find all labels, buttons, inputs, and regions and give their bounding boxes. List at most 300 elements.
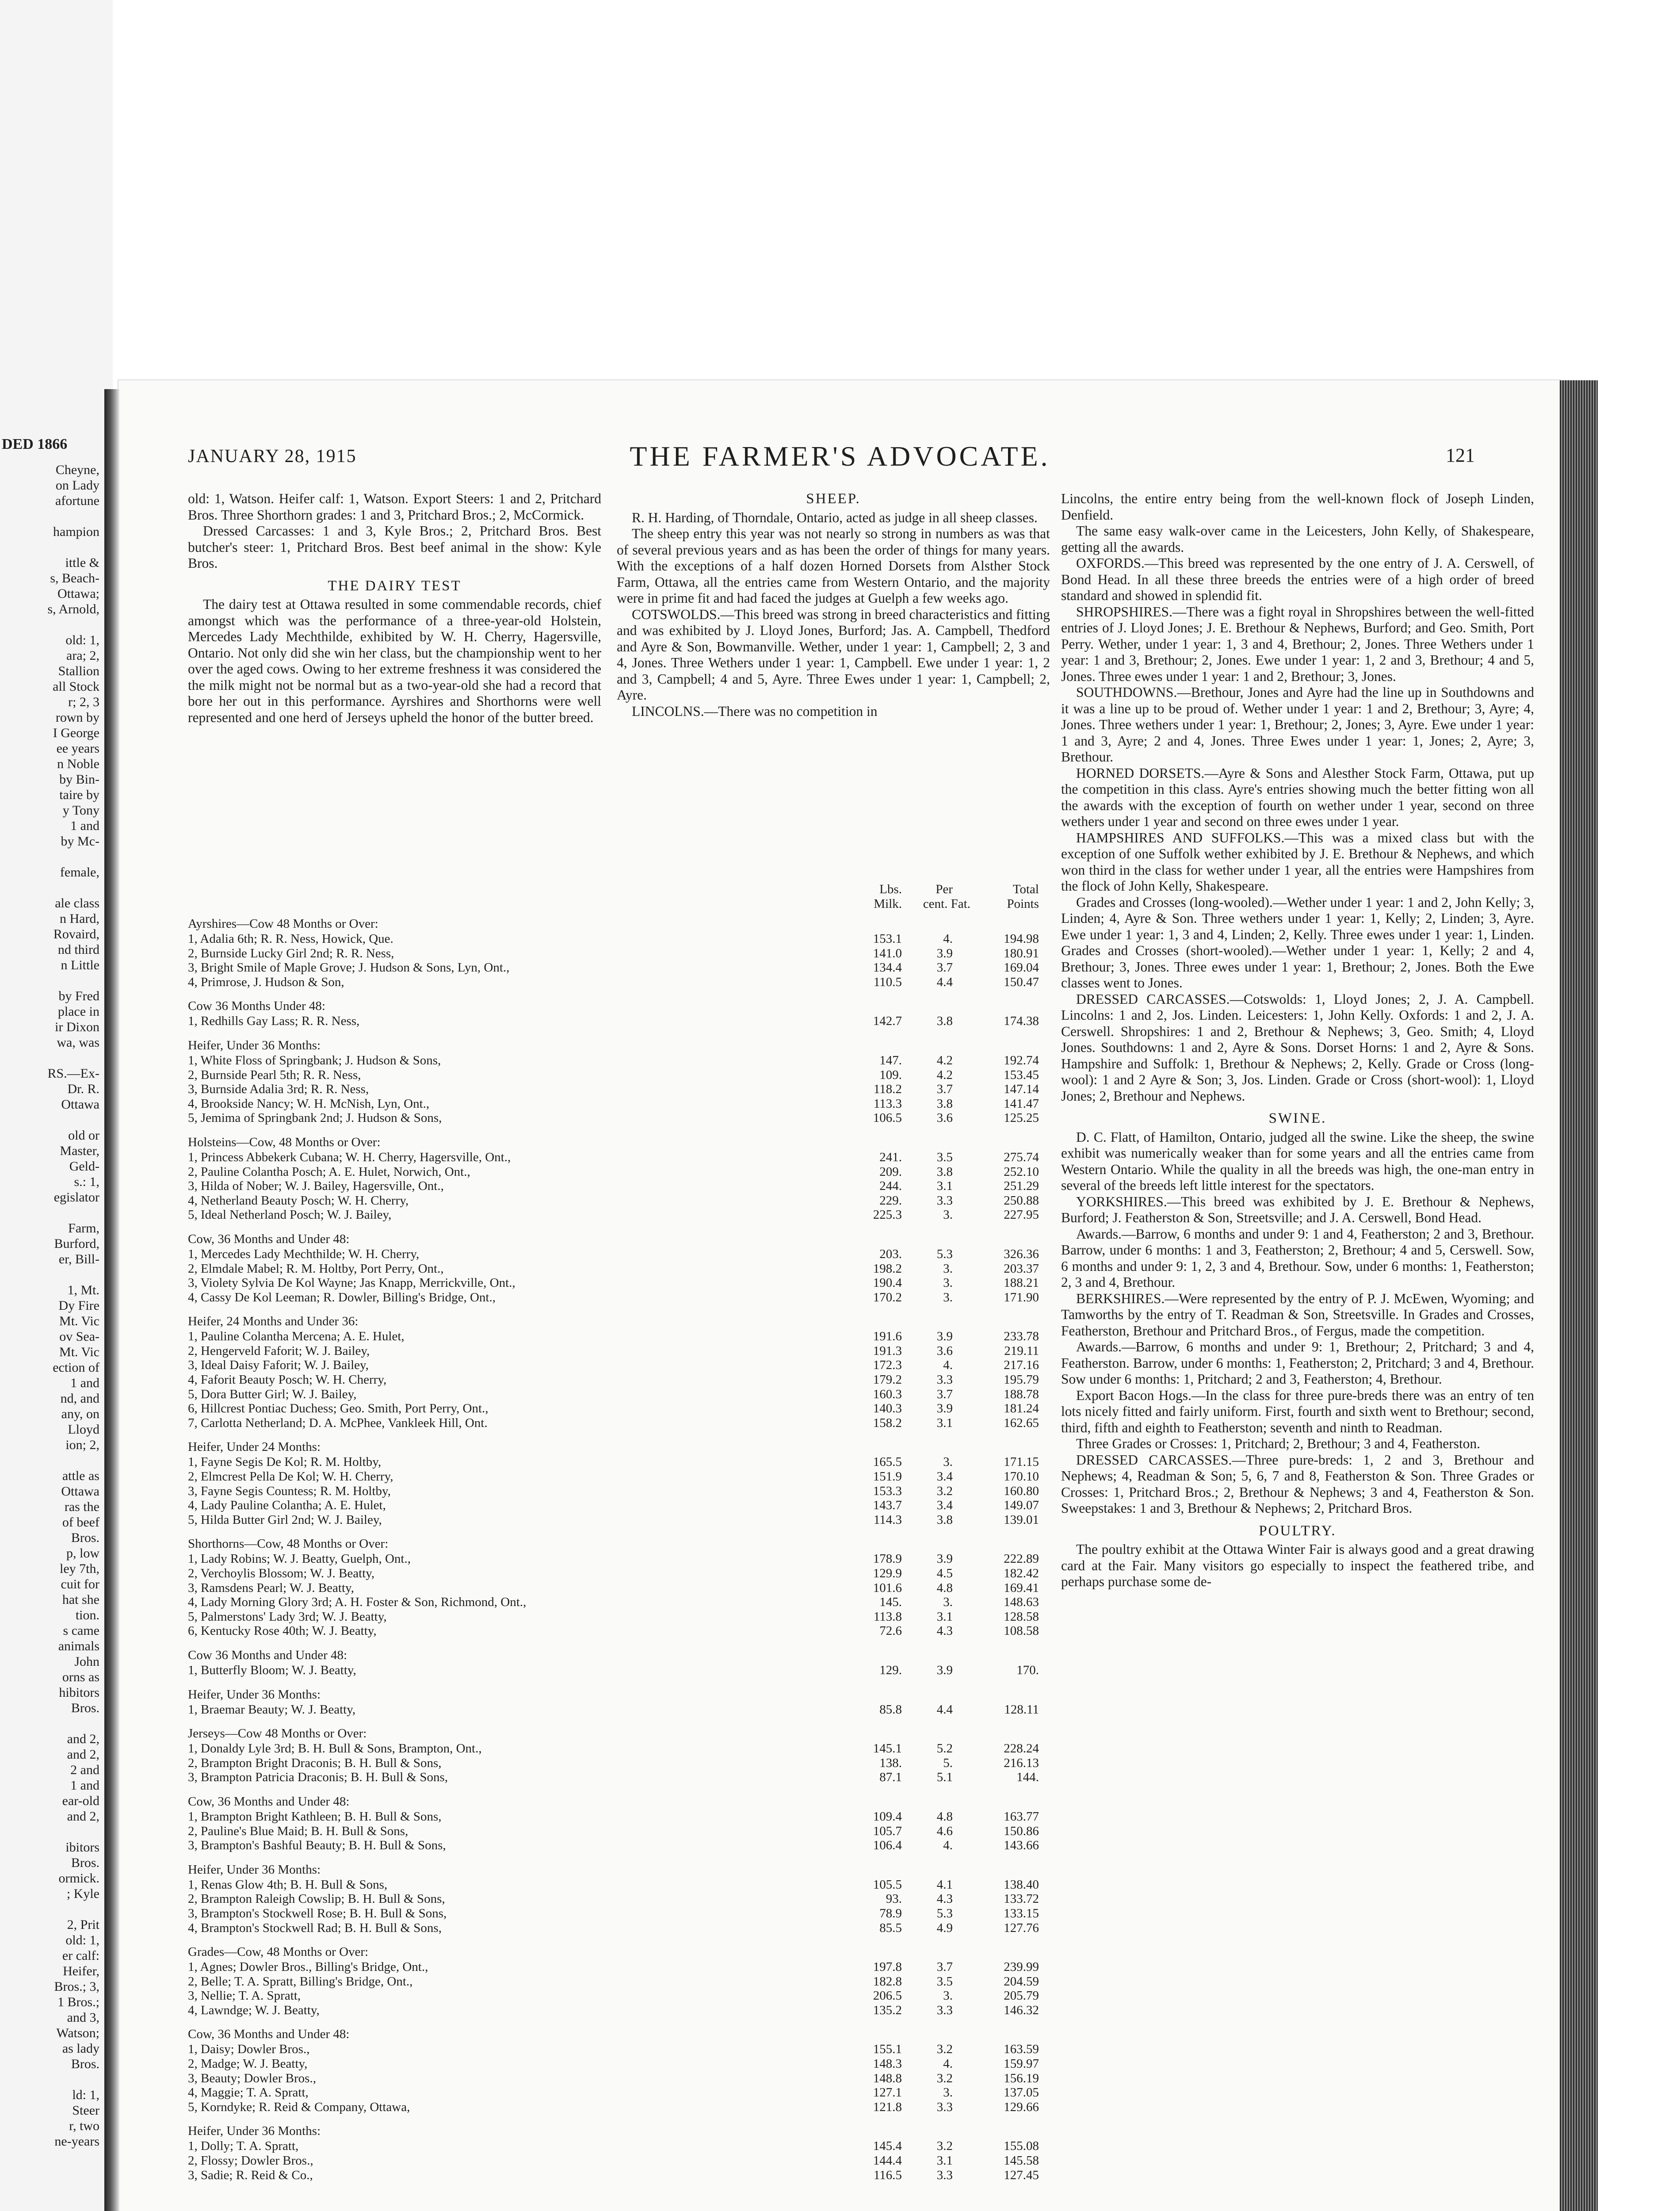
- table-group-title: Cow, 36 Months and Under 48:: [188, 1232, 350, 1246]
- milk-lbs: 129.9: [873, 1566, 902, 1580]
- fat-percent: 3.: [943, 1290, 953, 1304]
- fat-percent: 3.: [943, 2085, 953, 2100]
- milk-lbs: 118.2: [873, 1082, 902, 1097]
- fat-percent: 4.6: [936, 1824, 953, 1838]
- table-row: [188, 1756, 1052, 1771]
- total-points: 275.74: [1004, 1150, 1039, 1164]
- paragraph: Awards.—Barrow, 6 months and under 9: 1 and 4, Featherston; 2 and 3, Brethour. Barrow, under 6 months: 1 and 3, Featherston; 2, Brethour; 4 and 5, Cerswell. Sow, 6 months and under 9: 1, 2, 3 and 4, Brethour. Sow, under 6 months: 1, Featherston; 2, 3 and 4, Brethour.: [1061, 1226, 1534, 1290]
- paragraph: HORNED DORSETS.—Ayre & Sons and Alesther Stock Farm, Ottawa, put up the competition in this class. Ayre's entries showing much the better fitting won all the awards with the exception of fourth on wether under 1 year, second on three wethers under 1 year and second on three ewes under 1 year.: [1061, 765, 1534, 829]
- fat-percent: 3.6: [936, 1343, 953, 1358]
- total-points: 170.10: [1004, 1469, 1039, 1484]
- table-row: [188, 1989, 1052, 2003]
- prev-page-line: ne-years: [54, 2134, 99, 2149]
- total-points: 170.: [1016, 1663, 1039, 1677]
- total-points: 108.58: [1004, 1624, 1039, 1638]
- table-group: [188, 1314, 1052, 1430]
- entry-name: 1, Mercedes Lady Mechthilde; W. H. Cherry,: [188, 1247, 420, 1261]
- fat-percent: 3.5: [936, 1150, 953, 1164]
- fat-percent: 3.9: [936, 1401, 953, 1416]
- prev-page-line: ara; 2,: [66, 648, 99, 663]
- table-group: [188, 1135, 1052, 1222]
- entry-name: 1, Butterfly Bloom; W. J. Beatty,: [188, 1663, 356, 1677]
- prev-page-line: Burford,: [54, 1236, 99, 1251]
- table-group: [188, 1863, 1052, 1935]
- fat-percent: 3.3: [936, 2100, 953, 2114]
- fat-percent: 4.: [943, 2057, 953, 2071]
- prev-page-line: rown by: [55, 710, 99, 725]
- entry-name: 1, Princess Abbekerk Cubana; W. H. Cherry, Hagersville, Ont.,: [188, 1150, 511, 1164]
- table-row: [188, 1165, 1052, 1179]
- prev-page-line: [0, 1050, 99, 1066]
- table-row: [188, 1276, 1052, 1290]
- total-points: 147.14: [1004, 1082, 1039, 1097]
- paragraph: Export Bacon Hogs.—In the class for three pure-breds there was an entry of ten lots nicely fitted and fairly uniform. First, fourth and sixth went to Brethour; second, third, fifth and eighth to Featherston; seventh and ninth to Readman.: [1061, 1387, 1534, 1435]
- entry-name: 6, Hillcrest Pontiac Duchess; Geo. Smith, Port Perry, Ont.,: [188, 1401, 489, 1416]
- entry-name: 1, Redhills Gay Lass; R. R. Ness,: [188, 1014, 360, 1029]
- entry-name: 2, Burnside Lucky Girl 2nd; R. R. Ness,: [188, 946, 394, 960]
- table-group-title: Cow, 36 Months and Under 48:: [188, 1794, 350, 1809]
- total-points: 192.74: [1004, 1053, 1039, 1067]
- fat-percent: 3.4: [936, 1469, 953, 1484]
- paragraph: LINCOLNS.—There was no competition in: [632, 703, 878, 719]
- milk-lbs: 85.8: [879, 1702, 902, 1717]
- prev-page-line: Lloyd: [68, 1422, 99, 1437]
- prev-page-line: s came: [63, 1623, 99, 1638]
- paragraph: DRESSED CARCASSES.—Three pure-breds: 1, 2 and 3, Brethour and Nephews; 4, Readman & Son; 5, 6, 7 and 8, Featherston & Son. Three Grades or Crosses: 1, Pritchard Bros.; 2, Brethour & Nephews; 3 and 4, Featherston & Son. Sweepstakes: 1 and 3, Brethour & Nephews; 2, Pritchard Bros.: [1061, 1452, 1534, 1516]
- entry-name: 3, Bright Smile of Maple Grove; J. Hudson & Sons, Lyn, Ont.,: [188, 960, 510, 975]
- entry-name: 2, Hengerveld Faforit; W. J. Bailey,: [188, 1343, 370, 1358]
- table-row: [188, 1416, 1052, 1431]
- entry-name: 3, Brampton Patricia Draconis; B. H. Bull & Sons,: [188, 1770, 448, 1785]
- milk-lbs: 101.6: [873, 1580, 902, 1595]
- milk-lbs: 197.8: [873, 1960, 902, 1974]
- entry-name: 2, Belle; T. A. Spratt, Billing's Bridge, Ont.,: [188, 1974, 413, 1989]
- page-number: 121: [1446, 444, 1475, 466]
- entry-name: 1, Brampton Bright Kathleen; B. H. Bull & Sons,: [188, 1809, 442, 1824]
- prev-page-line: Dr. R.: [67, 1082, 99, 1096]
- prev-page-line: Bros.; 3,: [54, 1979, 99, 1994]
- entry-name: 1, Lady Robins; W. J. Beatty, Guelph, Ont.,: [188, 1552, 411, 1566]
- prev-page-line: [0, 973, 99, 988]
- table-row: [188, 2168, 1052, 2183]
- col-header-lbs: Lbs.: [879, 882, 902, 896]
- table-row: [188, 1513, 1052, 1527]
- column-1: [188, 491, 601, 726]
- prev-page-line: Geld-: [69, 1159, 99, 1174]
- entry-name: 3, Nellie; T. A. Spratt,: [188, 1989, 301, 2003]
- fat-percent: 3.: [943, 1208, 953, 1222]
- prev-page-line: n Hard,: [60, 911, 99, 926]
- fat-percent: 3.2: [936, 1484, 953, 1498]
- total-points: 169.04: [1004, 960, 1039, 975]
- paragraph: Lincolns, the entire entry being from the well-known flock of Joseph Linden, Denfield.: [1061, 491, 1534, 523]
- fat-percent: 5.3: [936, 1906, 953, 1920]
- table-group-title: Heifer, Under 36 Months:: [188, 1862, 321, 1877]
- fat-percent: 3.: [943, 1455, 953, 1469]
- table-row: [188, 1014, 1052, 1029]
- table-row: [188, 1741, 1052, 1756]
- total-points: 163.59: [1004, 2042, 1039, 2057]
- table-group-title: Heifer, Under 36 Months:: [188, 2124, 321, 2138]
- prev-page-line: wa, was: [57, 1035, 99, 1050]
- entry-name: 4, Lady Morning Glory 3rd; A. H. Foster & Son, Richmond, Ont.,: [188, 1595, 527, 1610]
- milk-lbs: 129.: [879, 1663, 902, 1677]
- fat-percent: 3.9: [936, 946, 953, 960]
- table-row: [188, 2085, 1052, 2100]
- table-group-title: Ayrshires—Cow 48 Months or Over:: [188, 917, 378, 931]
- table-row: [188, 1358, 1052, 1373]
- prev-page-line: nd third: [57, 942, 99, 957]
- entry-name: 5, Dora Butter Girl; W. J. Bailey,: [188, 1387, 357, 1401]
- fat-percent: 3.1: [936, 1609, 953, 1624]
- prev-page-line: Cheyne,: [55, 463, 99, 477]
- table-row: [188, 2003, 1052, 2018]
- total-points: 222.89: [1004, 1552, 1039, 1566]
- prev-page-line: John: [74, 1654, 99, 1669]
- total-points: 156.19: [1004, 2071, 1039, 2085]
- prev-page-line: Bros.: [71, 1701, 99, 1715]
- prev-page-line: [0, 1453, 99, 1468]
- prev-page-line: Ottawa;: [57, 586, 99, 601]
- entry-name: 5, Jemima of Springbank 2nd; J. Hudson & Sons,: [188, 1111, 442, 1125]
- book-gutter: [104, 389, 119, 2211]
- milk-lbs: 134.4: [873, 960, 902, 975]
- prev-page-line: cuit for: [61, 1577, 99, 1591]
- prev-page-line: [0, 1716, 99, 1731]
- total-points: 250.88: [1004, 1193, 1039, 1208]
- prev-page-line: and 2,: [67, 1747, 99, 1762]
- paragraph: YORKSHIRES.—This breed was exhibited by J. E. Brethour & Nephews, Burford; J. Featherston & Son, Streetsville; and J. A. Cerswell, Bond Head.: [1061, 1193, 1534, 1225]
- fat-percent: 3.: [943, 1989, 953, 2003]
- table-row: [188, 1111, 1052, 1125]
- prev-page-line: RS.—Ex-: [47, 1066, 99, 1081]
- prev-page-line: 1 and: [70, 1778, 99, 1793]
- total-points: 149.07: [1004, 1498, 1039, 1513]
- fat-percent: 3.8: [936, 1096, 953, 1111]
- total-points: 174.38: [1004, 1014, 1039, 1029]
- prev-page-line: and 2,: [67, 1732, 99, 1746]
- milk-lbs: 151.9: [873, 1469, 902, 1484]
- fat-percent: 4.3: [936, 1624, 953, 1638]
- table-row: [188, 1344, 1052, 1358]
- prev-page-line: Bros.: [71, 1855, 99, 1870]
- table-row: [188, 1906, 1052, 1921]
- table-group-title: Shorthorns—Cow, 48 Months or Over:: [188, 1537, 389, 1551]
- prev-page-line: ittle &: [65, 555, 99, 570]
- fat-percent: 3.8: [936, 1512, 953, 1527]
- prev-page-line: Farm,: [68, 1221, 99, 1236]
- total-points: 182.42: [1004, 1566, 1039, 1580]
- total-points: 133.72: [1004, 1892, 1039, 1906]
- table-row: [188, 1068, 1052, 1083]
- table-row: [188, 1247, 1052, 1262]
- fat-percent: 3.7: [936, 1960, 953, 1974]
- milk-lbs: 178.9: [873, 1552, 902, 1566]
- fat-percent: 4.: [943, 1838, 953, 1853]
- prev-page-line: Mt. Vic: [59, 1345, 99, 1359]
- entry-name: 4, Cassy De Kol Leeman; R. Dowler, Billing's Bridge, Ont.,: [188, 1290, 496, 1304]
- table-row: [188, 1387, 1052, 1402]
- table-body: [188, 917, 1052, 2182]
- table-row: [188, 960, 1052, 975]
- table-row: [188, 1290, 1052, 1305]
- milk-lbs: 153.3: [873, 1484, 902, 1498]
- total-points: 251.29: [1004, 1179, 1039, 1193]
- fat-percent: 3.8: [936, 1164, 953, 1179]
- total-points: 216.13: [1004, 1756, 1039, 1770]
- total-points: 133.15: [1004, 1906, 1039, 1920]
- entry-name: 1, Pauline Colantha Mercena; A. E. Hulet,: [188, 1329, 405, 1344]
- table-row: [188, 1702, 1052, 1717]
- entry-name: 5, Ideal Netherland Posch; W. J. Bailey,: [188, 1208, 392, 1222]
- table-row: [188, 1809, 1052, 1824]
- fat-percent: 3.2: [936, 2071, 953, 2085]
- milk-lbs: 87.1: [879, 1770, 902, 1785]
- prev-page-line: Rovaird,: [53, 927, 99, 941]
- paragraph: SOUTHDOWNS.—Brethour, Jones and Ayre had the line up in Southdowns and it was a line up to be proud of. Wether under 1 year: 1 and 2, Brethour; 3, Ayre; 4, Jones. Three wethers under 1 year: 1, Brethour; 2, Jones; 3, Ayre. Ewe under 1 year: 1 and 3, Ayre; 2 and 4, Jones. Three Ewes under 1 year: 1, Jones; 2, Ayre; 3, Brethour.: [1061, 685, 1534, 765]
- table-row: [188, 1770, 1052, 1785]
- prev-page-line: animals: [58, 1639, 99, 1653]
- table-row: [188, 1838, 1052, 1853]
- prev-page-line: ir Dixon: [55, 1020, 99, 1034]
- table-group: [188, 1648, 1052, 1678]
- page-edges: [1560, 380, 1598, 2211]
- prev-page-line: [0, 539, 99, 555]
- entry-name: 1, White Floss of Springbank; J. Hudson & Sons,: [188, 1053, 441, 1067]
- paragraph: D. C. Flatt, of Hamilton, Ontario, judged all the swine. Like the sheep, the swine exhibit was numerically weaker than for some years and all the entries came from Western Ontario. While the quality in all the breeds was high, the one-man entry in several of the breeds left little interest for the spectators.: [1061, 1129, 1534, 1193]
- prev-page-line: female,: [60, 865, 99, 880]
- milk-lbs: 172.3: [873, 1358, 902, 1373]
- paragraph: Awards.—Barrow, 6 months and under 9: 1, Brethour; 2, Pritchard; 3 and 4, Featherston. Barrow, under 6 months: 1, Featherston; 2, Pritchard; 3 and 4, Brethour. Sow under 6 months: 1, Pritchard; 2 and 3, Featherston; 4, Brethour.: [1061, 1339, 1534, 1387]
- prev-page-line: [0, 617, 99, 632]
- prev-page-line: of beef: [62, 1515, 99, 1530]
- table-group-title: Cow, 36 Months and Under 48:: [188, 2027, 350, 2042]
- column-3: [1061, 491, 1534, 1590]
- fat-percent: 3.6: [936, 1111, 953, 1125]
- prev-page-line: orns as: [62, 1670, 99, 1684]
- total-points: 171.15: [1004, 1455, 1039, 1469]
- prev-page-line: old or: [68, 1128, 99, 1143]
- table-group: [188, 1794, 1052, 1853]
- paragraph: The dairy test at Ottawa resulted in some commendable records, chief amongst which was the performance of a three-year-old Holstein, Mercedes Lady Mechthilde, exhibited by W. H. Cherry, Hagersville, Ontario. Not only did she win her class, but the championship went to her over the aged cows. Owing to her extreme freshness it was considered the the milk might not be normal but as a two-year-old she had a record that bore her out in this performance. Ayrshires and Shorthorns were well represented and one herd of Jerseys upheld the honor of the butter breed.: [188, 597, 601, 725]
- table-group: [188, 1726, 1052, 1785]
- table-group-title: Cow 36 Months Under 48:: [188, 999, 325, 1014]
- total-points: 155.08: [1004, 2139, 1039, 2154]
- total-points: 203.37: [1004, 1261, 1039, 1276]
- table-group: [188, 2124, 1052, 2182]
- col-header-per: Per: [935, 882, 953, 896]
- table-group: [188, 1232, 1052, 1304]
- table-row: [188, 1974, 1052, 1989]
- table-group-title: Heifer, Under 36 Months:: [188, 1687, 321, 1702]
- prev-page-line: p, low: [66, 1546, 99, 1561]
- entry-name: 3, Ideal Daisy Faforit; W. J. Bailey,: [188, 1358, 369, 1373]
- milk-lbs: 148.3: [873, 2057, 902, 2071]
- milk-lbs: 190.4: [873, 1276, 902, 1290]
- table-row: [188, 1892, 1052, 1906]
- prev-page-line: ale class: [55, 896, 99, 910]
- fat-percent: 3.9: [936, 1663, 953, 1677]
- table-group-title: Holsteins—Cow, 48 Months or Over:: [188, 1135, 381, 1149]
- prev-page-line: Steer: [72, 2103, 99, 2118]
- entry-name: 3, Ramsdens Pearl; W. J. Beatty,: [188, 1580, 354, 1595]
- entry-name: 3, Fayne Segis Countess; R. M. Holtby,: [188, 1484, 391, 1498]
- prev-page-line: Dy Fire: [58, 1298, 99, 1313]
- prev-page-line: ibitors: [65, 1840, 99, 1855]
- entry-name: 2, Madge; W. J. Beatty,: [188, 2057, 308, 2071]
- prev-page-line: ; Kyle: [66, 1886, 99, 1901]
- entry-name: 1, Braemar Beauty; W. J. Beatty,: [188, 1702, 356, 1717]
- table-row: [188, 1455, 1052, 1469]
- table-row: [188, 1082, 1052, 1097]
- fat-percent: 3.7: [936, 960, 953, 975]
- entry-name: 6, Kentucky Rose 40th; W. J. Beatty,: [188, 1624, 377, 1638]
- table-row: [188, 1663, 1052, 1678]
- table-header-top: [188, 882, 1052, 897]
- entry-name: 1, Donaldy Lyle 3rd; B. H. Bull & Sons, Brampton, Ont.,: [188, 1741, 482, 1756]
- milk-lbs: 135.2: [873, 2003, 902, 2017]
- milk-lbs: 148.8: [873, 2071, 902, 2085]
- prev-page-text: [0, 462, 99, 2211]
- entry-name: 1, Agnes; Dowler Bros., Billing's Bridge, Ont.,: [188, 1960, 428, 1974]
- paragraph: OXFORDS.—This breed was represented by the one entry of J. A. Cerswell, of Bond Head. In all these three breeds the entries were of a high order of breed standard and showed in splendid fit.: [1061, 555, 1534, 603]
- entry-name: 4, Brookside Nancy; W. H. McNish, Lyn, Ont.,: [188, 1096, 430, 1111]
- paragraph: Three Grades or Crosses: 1, Pritchard; 2, Brethour; 3 and 4, Featherston.: [1076, 1436, 1481, 1451]
- prev-page-line: attle as: [62, 1469, 99, 1483]
- table-row: [188, 932, 1052, 946]
- prev-page-line: s, Beach-: [50, 571, 99, 585]
- table-row: [188, 1469, 1052, 1484]
- prev-page-line: er calf:: [62, 1948, 99, 1963]
- milk-lbs: 182.8: [873, 1974, 902, 1989]
- prev-page-line: ld: 1,: [72, 2088, 99, 2102]
- fat-percent: 3.: [943, 1261, 953, 1276]
- total-points: 194.98: [1004, 932, 1039, 946]
- entry-name: 3, Violety Sylvia De Kol Wayne; Jas Knapp, Merrickville, Ont.,: [188, 1276, 515, 1290]
- milk-lbs: 113.8: [873, 1609, 902, 1624]
- total-points: 128.58: [1004, 1609, 1039, 1624]
- milk-lbs: 229.: [879, 1193, 902, 1208]
- table-group: [188, 1440, 1052, 1527]
- paragraph: R. H. Harding, of Thorndale, Ontario, acted as judge in all sheep classes.: [632, 509, 1038, 525]
- milk-lbs: 244.: [879, 1179, 902, 1193]
- entry-name: 3, Burnside Adalia 3rd; R. R. Ness,: [188, 1082, 369, 1097]
- table-row: [188, 2057, 1052, 2071]
- prev-page-line: Master,: [60, 1144, 99, 1158]
- total-points: 141.47: [1004, 1096, 1039, 1111]
- table-row: [188, 1262, 1052, 1276]
- col-header-cent-fat: cent. Fat.: [923, 897, 970, 911]
- total-points: 144.: [1016, 1770, 1039, 1785]
- milk-lbs: 147.: [879, 1053, 902, 1067]
- prev-page-line: [0, 849, 99, 865]
- entry-name: 2, Flossy; Dowler Bros.,: [188, 2154, 313, 2168]
- fat-percent: 4.2: [936, 1067, 953, 1082]
- table-group-title: Grades—Cow, 48 Months or Over:: [188, 1945, 369, 1959]
- prev-page-line: nd, and: [60, 1391, 99, 1406]
- paragraph: Dressed Carcasses: 1 and 3, Kyle Bros.; 2, Pritchard Bros. Best butcher's steer: 1, Pritchard Bros. Best beef animal in the show: Kyle Bros.: [188, 523, 601, 571]
- total-points: 181.24: [1004, 1401, 1039, 1416]
- entry-name: 4, Primrose, J. Hudson & Son,: [188, 975, 344, 989]
- fat-percent: 4.8: [936, 1580, 953, 1595]
- fat-percent: 3.1: [936, 1415, 953, 1430]
- entry-name: 3, Sadie; R. Reid & Co.,: [188, 2168, 313, 2182]
- milk-lbs: 113.3: [873, 1096, 902, 1111]
- section-heading-swine: SWINE.: [1268, 1110, 1327, 1126]
- paragraph: COTSWOLDS.—This breed was strong in breed characteristics and fitting and was exhibited by J. Lloyd Jones, Burford; Jas. A. Campbell, Thedford and Ayre & Son, Bowmanville. Wether, under 1 year: 1, Campbell; 2, 3 and 4, Jones. Three Wethers under 1 year: 1, Campbell. Ewe under 1 year: 1, 2 and 3, Campbell; 4 and 5, Ayre. Three Ewes under 1 year: 1, Campbell; 2, Ayre.: [617, 606, 1050, 703]
- table-group: [188, 1945, 1052, 2017]
- milk-lbs: 114.3: [873, 1512, 902, 1527]
- prev-page-line: and 3,: [67, 2010, 99, 2025]
- milk-lbs: 179.2: [873, 1373, 902, 1387]
- table-row: [188, 1581, 1052, 1595]
- table-row: [188, 2100, 1052, 2115]
- column-2: [617, 491, 1050, 719]
- table-header-bottom: [188, 897, 1052, 911]
- prev-page-line: s, Arnold,: [47, 602, 99, 616]
- milk-lbs: 105.7: [873, 1824, 902, 1838]
- prev-page-line: as lady: [62, 2041, 99, 2056]
- paragraph: DRESSED CARCASSES.—Cotswolds: 1, Lloyd Jones; 2, J. A. Campbell. Lincolns: 1 and 2, Jos. Linden. Leicesters: 1, John Kelly. Oxfords: 1 and 2, J. A. Cerswell. Shropshires: 1 and 2, Brethour & Nephews; 3, Geo. Smith; 4, Lloyd Jones. Southdowns: 1 and 2, Ayre & Sons. Dorset Horns: 1 and 2, Ayre & Sons. Hampshire and Suffolk: 1, Brethour & Nephews; 2, Kelly. Grade or Cross (long-wool): 1 and 2 Ayre & Son; 3, Jos. Linden. Grade or Cross (short-wool): 1, Lloyd Jones; 2, Brethour and Nephews.: [1061, 991, 1534, 1104]
- paragraph: The same easy walk-over came in the Leicesters, John Kelly, of Shakespeare, getting all the awards.: [1061, 523, 1534, 555]
- prev-page-line: I George: [53, 726, 99, 740]
- total-points: 326.36: [1004, 1247, 1039, 1261]
- table-row: [188, 1595, 1052, 1610]
- prev-page-line: ear-old: [62, 1794, 99, 1808]
- prev-page-line: r, two: [69, 2119, 99, 2133]
- milk-lbs: 191.6: [873, 1329, 902, 1344]
- total-points: 150.86: [1004, 1824, 1039, 1838]
- milk-lbs: 141.0: [873, 946, 902, 960]
- entry-name: 5, Palmerstons' Lady 3rd; W. J. Beatty,: [188, 1609, 387, 1624]
- entry-name: 2, Brampton Bright Draconis; B. H. Bull & Sons,: [188, 1756, 442, 1770]
- table-row: [188, 1878, 1052, 1892]
- prev-page-line: er, Bill-: [58, 1252, 99, 1266]
- entry-name: 3, Beauty; Dowler Bros.,: [188, 2071, 316, 2085]
- entry-name: 1, Daisy; Dowler Bros.,: [188, 2042, 310, 2057]
- table-row: [188, 975, 1052, 990]
- milk-lbs: 144.4: [873, 2154, 902, 2168]
- milk-lbs: 142.7: [873, 1014, 902, 1029]
- prev-page-line: Bros.: [71, 1530, 99, 1545]
- fat-percent: 4.5: [936, 1566, 953, 1580]
- prev-page-line: [0, 1112, 99, 1128]
- prev-page-line: s.: 1,: [74, 1174, 99, 1189]
- milk-lbs: 85.5: [879, 1920, 902, 1935]
- milk-lbs: 109.4: [873, 1809, 902, 1824]
- total-points: 153.45: [1004, 1067, 1039, 1082]
- table-row: [188, 946, 1052, 961]
- table-group: [188, 1537, 1052, 1638]
- fat-percent: 4.8: [936, 1809, 953, 1824]
- table-row: [188, 1179, 1052, 1193]
- prev-page-line: tion.: [75, 1608, 99, 1622]
- milk-lbs: 225.3: [873, 1208, 902, 1222]
- col-header-total: Total: [1012, 882, 1039, 896]
- prev-page-line: 1 and: [70, 819, 99, 833]
- prev-page-line: [0, 1205, 99, 1220]
- fat-percent: 3.5: [936, 1974, 953, 1989]
- fat-percent: 3.2: [936, 2042, 953, 2057]
- fat-percent: 3.2: [936, 2139, 953, 2154]
- milk-lbs: 121.8: [873, 2100, 902, 2114]
- milk-lbs: 105.5: [873, 1877, 902, 1892]
- prev-page-line: hibitors: [59, 1685, 99, 1700]
- total-points: 195.79: [1004, 1373, 1039, 1387]
- milk-lbs: 138.: [879, 1756, 902, 1770]
- prev-page-line: n Noble: [57, 757, 99, 771]
- table-group: [188, 999, 1052, 1029]
